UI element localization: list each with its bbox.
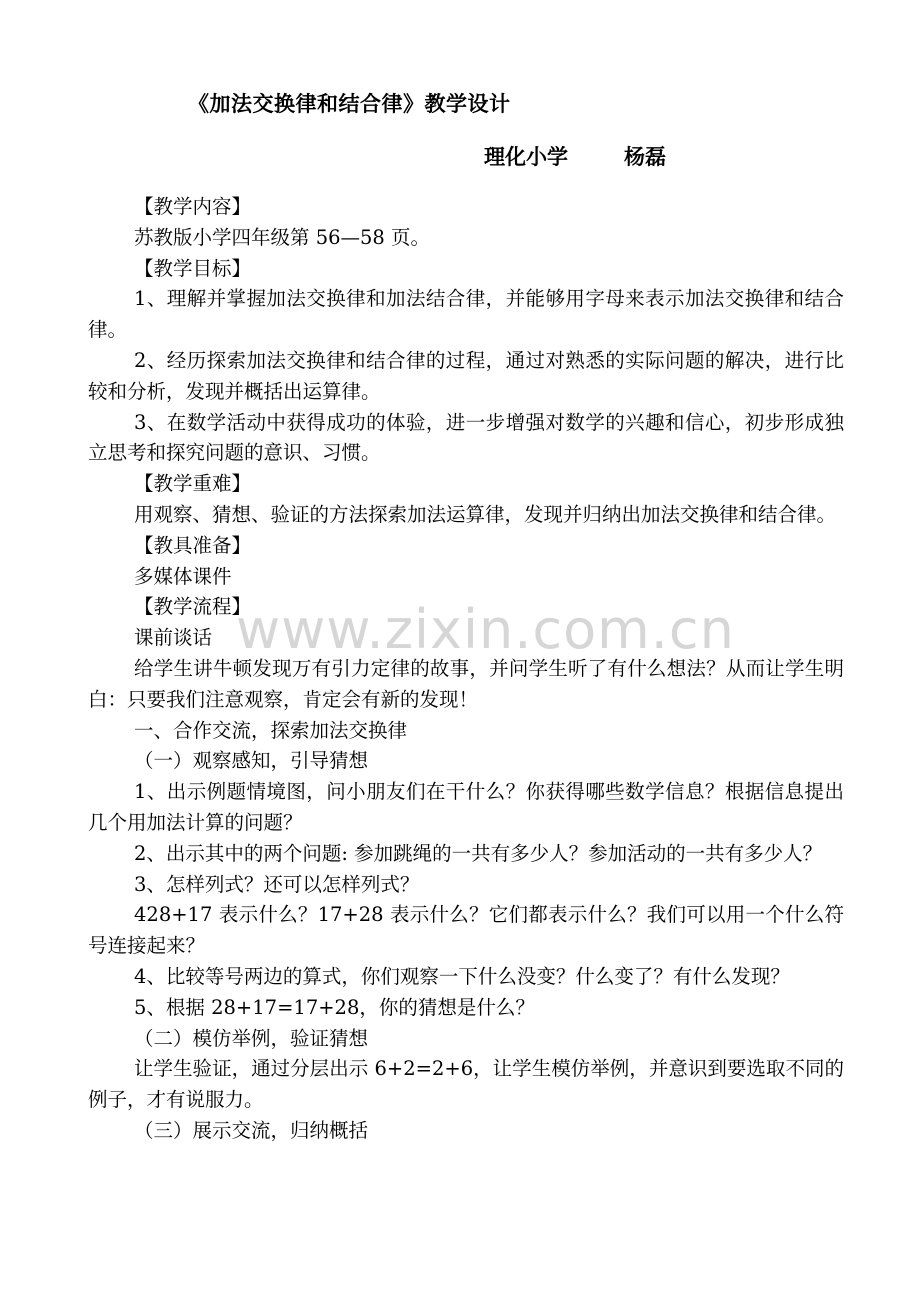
paragraph: 一、合作交流，探索加法交换律 bbox=[134, 718, 408, 742]
author-line bbox=[484, 141, 666, 171]
author-name: 杨磊 bbox=[624, 144, 666, 169]
paragraph: 给学生讲牛顿发现万有引力定律的故事，并问学生听了有什么想法？从而让学生明白：只要我们注意观察，肯定会有新的发现！ bbox=[88, 656, 844, 711]
paragraph: 428+17 表示什么？17+28 表示什么？它们都表示什么？我们可以用一个什么符号连接起来？ bbox=[88, 903, 844, 958]
paragraph: 4、比较等号两边的算式，你们观察一下什么没变？什么变了？有什么发现？ bbox=[134, 964, 790, 988]
paragraph: 3、在数学活动中获得成功的体验，进一步增强对数学的兴趣和信心，初步形成独立思考和探究问题的意识、习惯。 bbox=[88, 410, 844, 465]
paragraph: 【教具准备】 bbox=[134, 533, 252, 557]
paragraph: 【教学流程】 bbox=[134, 595, 252, 619]
paragraph: 【教学重难】 bbox=[134, 472, 252, 496]
paragraph: 课前谈话 bbox=[134, 626, 213, 650]
paragraph: 3、怎样列式？还可以怎样列式？ bbox=[134, 872, 420, 896]
paragraph: （一）观察感知，引导猜想 bbox=[134, 749, 369, 773]
paragraph: 【教学内容】 bbox=[134, 195, 252, 218]
paragraph: （三）展示交流，归纳概括 bbox=[134, 1118, 369, 1142]
paragraph: 【教学目标】 bbox=[134, 256, 252, 280]
paragraph: 多媒体课件 bbox=[134, 564, 232, 588]
school-name: 理化小学 bbox=[484, 144, 568, 169]
paragraph: 2、出示其中的两个问题: 参加跳绳的一共有多少人？参加活动的一共有多少人？ bbox=[134, 841, 823, 865]
paragraph: 1、理解并掌握加法交换律和加法结合律，并能够用字母来表示加法交换律和结合律。 bbox=[88, 287, 844, 342]
document-body bbox=[88, 192, 844, 1147]
paragraph: 用观察、猜想、验证的方法探索加法运算律，发现并归纳出加法交换律和结合律。 bbox=[134, 502, 837, 526]
paragraph: 2、经历探索加法交换律和结合律的过程，通过对熟悉的实际问题的解决，进行比较和分析，发现并概括出运算律。 bbox=[88, 348, 844, 403]
document-title: 《加法交换律和结合律》教学设计 bbox=[188, 91, 511, 116]
paragraph: 苏教版小学四年级第 56—58 页。 bbox=[134, 225, 431, 249]
paragraph: 1、出示例题情境图，问小朋友们在干什么？你获得哪些数学信息？根据信息提出几个用加法计算的问题？ bbox=[88, 780, 844, 834]
paragraph: （二）模仿举例，验证猜想 bbox=[134, 1026, 369, 1050]
paragraph: 5、根据 28+17=17+28，你的猜想是什么？ bbox=[134, 995, 535, 1019]
watermark: www.zixin.com.cn bbox=[236, 598, 735, 661]
paragraph: 让学生验证，通过分层出示 6+2=2+6，让学生模仿举例，并意识到要选取不同的例子，才有说服力。 bbox=[88, 1057, 844, 1112]
